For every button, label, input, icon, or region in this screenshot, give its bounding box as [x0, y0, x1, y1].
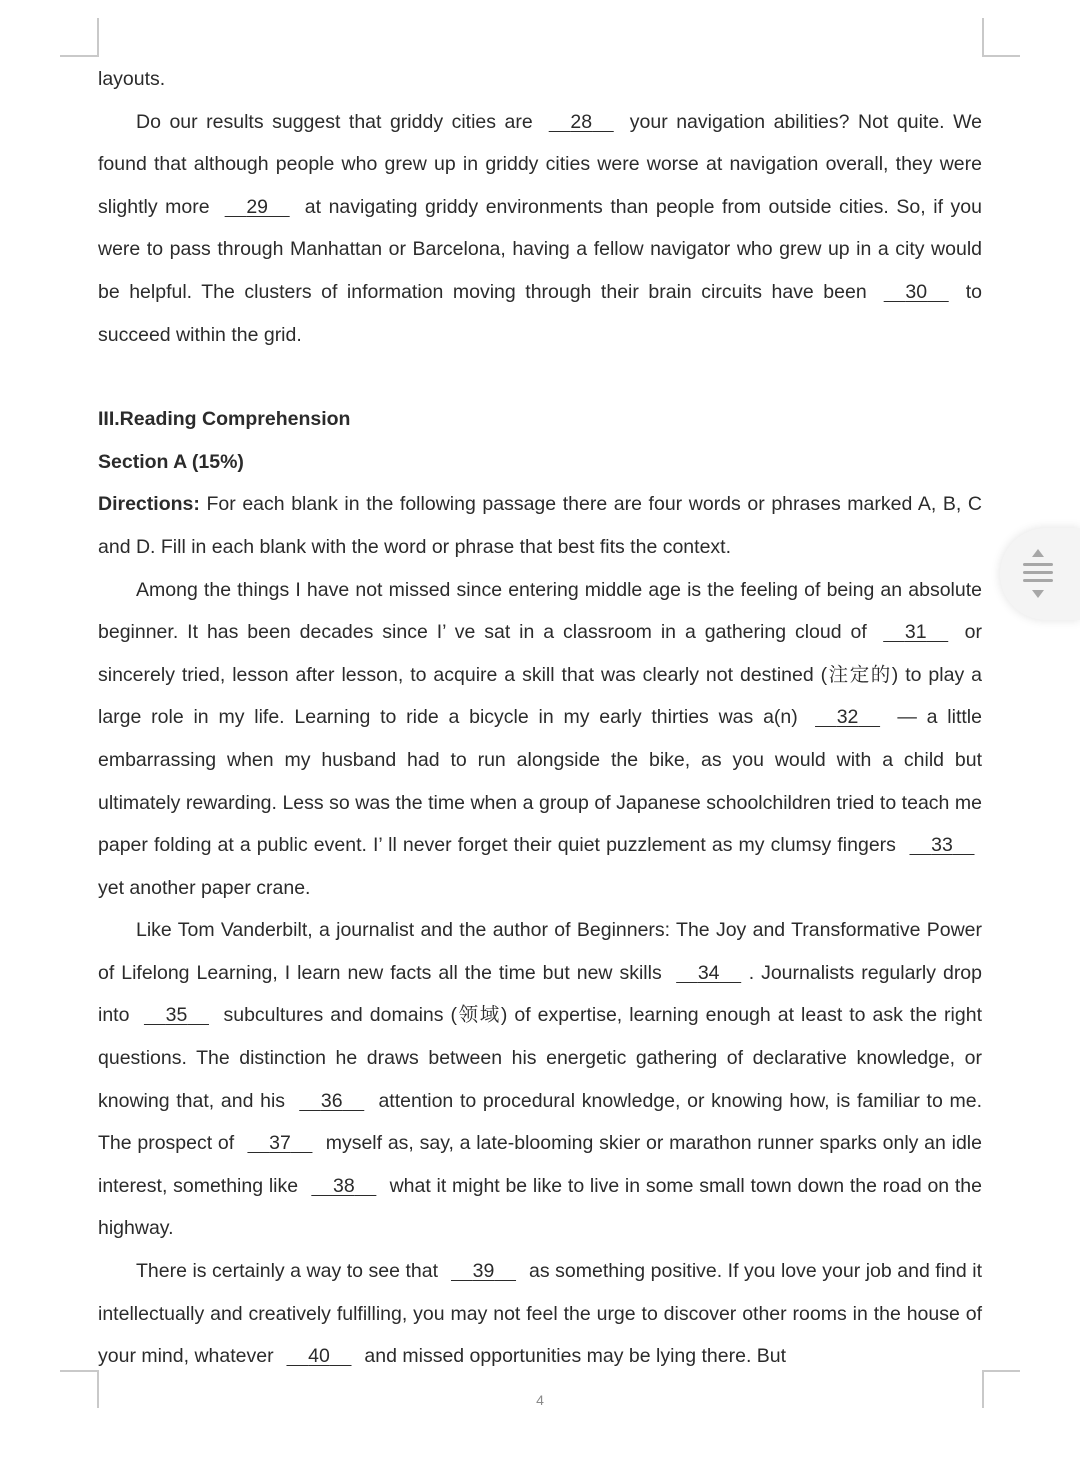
blank-31: 31	[904, 621, 927, 644]
section-heading: III.Reading Comprehension	[98, 408, 351, 431]
paragraph-griddy-cities	[98, 101, 982, 357]
scroll-down-icon[interactable]	[1032, 590, 1044, 598]
text-run: what it might be like to live in some small town down the road on the highway.	[98, 1174, 982, 1240]
blank-29: 29	[246, 195, 269, 218]
directions-text: For each blank in the following passage there are four words or phrases marked A, B, C and D. Fill in each blank with the word or phrase that best fits the context.	[98, 493, 982, 558]
scroll-grip-icon	[1023, 579, 1053, 582]
text-run: Among the things I have not missed since entering middle age is the feeling of being an absolute beginner. It has been decades since I’ ve sat in a classroom in a gathering cloud of	[98, 578, 982, 644]
blank-36: 36	[320, 1089, 343, 1112]
paragraph-beginner	[98, 569, 982, 910]
text-run: There is certainly a way to see that	[136, 1260, 444, 1283]
blank-38: 38	[332, 1174, 355, 1197]
blank-32: 32	[836, 706, 859, 729]
paragraph-layouts	[98, 58, 982, 101]
crop-mark-top-left	[97, 18, 99, 56]
blank-35: 35	[165, 1004, 188, 1027]
text-run: myself as, say, a late-blooming skier or marathon runner sparks only an idle interest, something like	[98, 1132, 982, 1197]
text-run: as something positive. If you love your job and find it intellectually and creatively fulfilling, you may not feel the urge to discover other rooms in the house of your mind, whatever	[98, 1260, 983, 1368]
text-run: to succeed within the grid.	[98, 280, 982, 346]
text-run: — a little embarrassing when my husband had to run alongside the bike, as you would with a child but ultimately rewarding. Less so was the time when a group of Japanese schoolchildren tried to teach me paper folding at a public event. I’ ll never forget their quiet puzzlement as my clumsy fingers	[98, 706, 982, 857]
text-run: Like Tom Vanderbilt, a journalist and the author of Beginners: The Joy and Transformative Power of Lifelong Learning, I learn new facts all the time but new skills	[98, 919, 982, 984]
crop-mark-bottom-left-h	[60, 1370, 99, 1372]
blank-30: 30	[905, 280, 928, 303]
crop-mark-bottom-right-h	[982, 1370, 1020, 1372]
document-body	[98, 58, 982, 1378]
text-run: or sincerely tried, lesson after lesson, to acquire a skill that was clearly not destined (注定的) to play a large role in my life. Learning to ride a bicycle in my early thirties was a(n)	[98, 621, 982, 729]
directions-label: Directions:	[98, 493, 200, 516]
spacer	[98, 356, 982, 398]
crop-mark-top-right	[982, 18, 984, 56]
blank-40: 40	[308, 1345, 330, 1368]
scroll-handle[interactable]	[1000, 528, 1080, 620]
blank-34: 34	[697, 961, 720, 984]
scroll-grip-icon	[1023, 563, 1053, 566]
text-run: and missed opportunities may be lying there. But	[359, 1345, 787, 1368]
paragraph-positive	[98, 1250, 982, 1378]
scroll-up-icon[interactable]	[1032, 549, 1044, 557]
blank-39: 39	[472, 1260, 495, 1283]
text-run: your navigation abilities? Not quite. We found that although people who grew up in griddy cities were worse at navigation overall, they were slightly more	[98, 110, 982, 218]
text-run: . Journalists regularly drop into	[98, 961, 983, 1027]
blank-28: 28	[570, 110, 593, 133]
text-run: subcultures and domains (领域) of expertise, learning enough at least to ask the right questions. The distinction he draws between his energetic gathering of declarative knowledge, or knowing that, and his	[98, 1004, 982, 1112]
blank-37: 37	[269, 1132, 291, 1155]
blank-33: 33	[931, 834, 953, 857]
section-subheading: Section A (15%)	[98, 450, 244, 473]
page-number: 4	[536, 1392, 544, 1408]
text-run: layouts.	[98, 68, 166, 90]
text-run: yet another paper crane.	[98, 876, 311, 899]
text-run: Do our results suggest that griddy cities are	[136, 110, 542, 133]
directions	[98, 483, 982, 568]
crop-mark-top-left-h	[60, 55, 99, 57]
text-run: at navigating griddy environments than people from outside cities. So, if you were to pass through Manhattan or Barcelona, having a fellow navigator who grew up in a city would be helpful. The clusters of information moving through their brain circuits have been	[98, 195, 982, 303]
scroll-grip-icon	[1023, 571, 1053, 574]
text-run: attention to procedural knowledge, or knowing how, is familiar to me. The prospect of	[98, 1089, 982, 1155]
paragraph-vanderbilt	[98, 909, 982, 1250]
crop-mark-top-right-h	[982, 55, 1020, 57]
